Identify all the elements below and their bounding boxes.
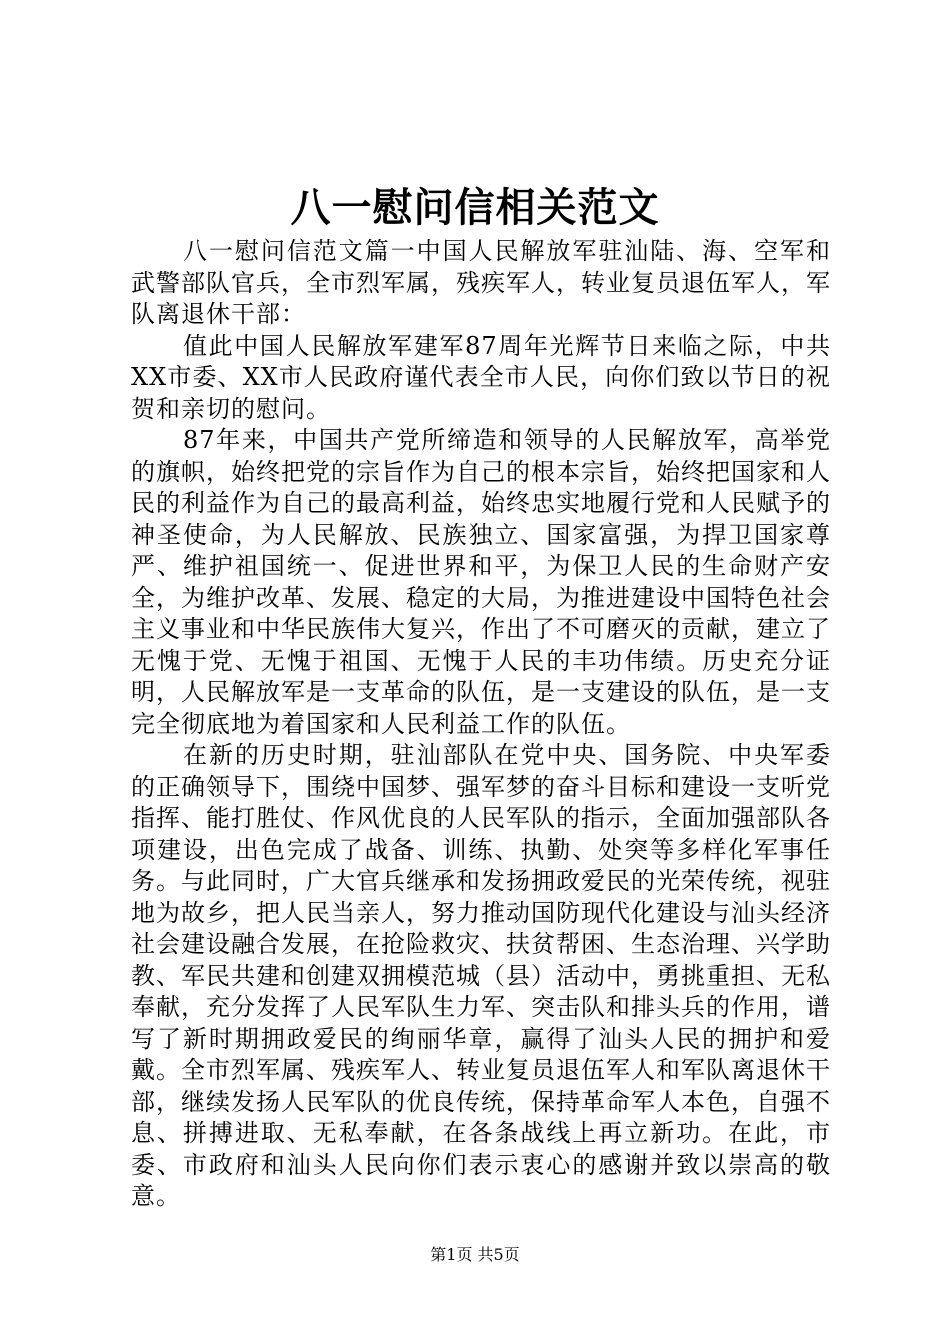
paragraph-salutation: 八一慰问信范文篇一中国人民解放军驻汕陆、海、空军和武警部队官兵，全市烈军属，残疾军人，转业复员退伍军人，军队离退休干部： <box>131 237 831 328</box>
paragraph-greeting: 值此中国人民解放军建军87周年光辉节日来临之际，中共XX市委、XX市人民政府谨代表全市人民，向你们致以节日的祝贺和亲切的慰问。 <box>131 331 831 423</box>
document-body <box>131 236 831 1213</box>
page-number: 第1页 共5页 <box>430 1245 520 1264</box>
document-title: 八一慰问信相关范文 <box>290 184 660 231</box>
paragraph-new-era: 在新的历史时期，驻汕部队在党中央、国务院、中央军委的正确领导下，围绕中国梦、强军梦的奋斗目标和建设一支听党指挥、能打胜仗、作风优良的人民军队的指示，全面加强部队各项建设，出色完成了战备、训练、执勤、处突等多样化军事任务。与此同时，广大官兵继承和发扬拥政爱民的光荣传统，视驻地为故乡，把人民当亲人，努力推动国防现代化建设与汕头经济社会建设融合发展，在抢险救灾、扶贫帮困、生态治理、兴学助教、军民共建和创建双拥模范城（县）活动中，勇挑重担、无私奉献，充分发挥了人民军队生力军、突击队和排头兵的作用，谱写了新时期拥政爱民的绚丽华章，赢得了汕头人民的拥护和爱戴。全市烈军属、残疾军人、转业复员退伍军人和军队离退休干部，继续发扬人民军队的优良传统，保持革命军人本色，自强不息、拼搏进取、无私奉献，在各条战线上再立新功。在此，市委、市政府和汕头人民向你们表示衷心的感谢并致以崇高的敬意。 <box>131 741 831 1210</box>
paragraph-history: 87年来，中国共产党所缔造和领导的人民解放军，高举党的旗帜，始终把党的宗旨作为自己的根本宗旨，始终把国家和人民的利益作为自己的最高利益，始终忠实地履行党和人民赋予的神圣使命，为人民解放、民族独立、国家富强，为捍卫国家尊严、维护祖国统一、促进世界和平，为保卫人民的生命财产安全，为维护改革、发展、稳定的大局，为推进建设中国特色社会主义事业和中华民族伟大复兴，作出了不可磨灭的贡献，建立了无愧于党、无愧于祖国、无愧于人民的丰功伟绩。历史充分证明，人民解放军是一支革命的队伍，是一支建设的队伍，是一支完全彻底地为着国家和人民利益工作的队伍。 <box>131 426 831 738</box>
